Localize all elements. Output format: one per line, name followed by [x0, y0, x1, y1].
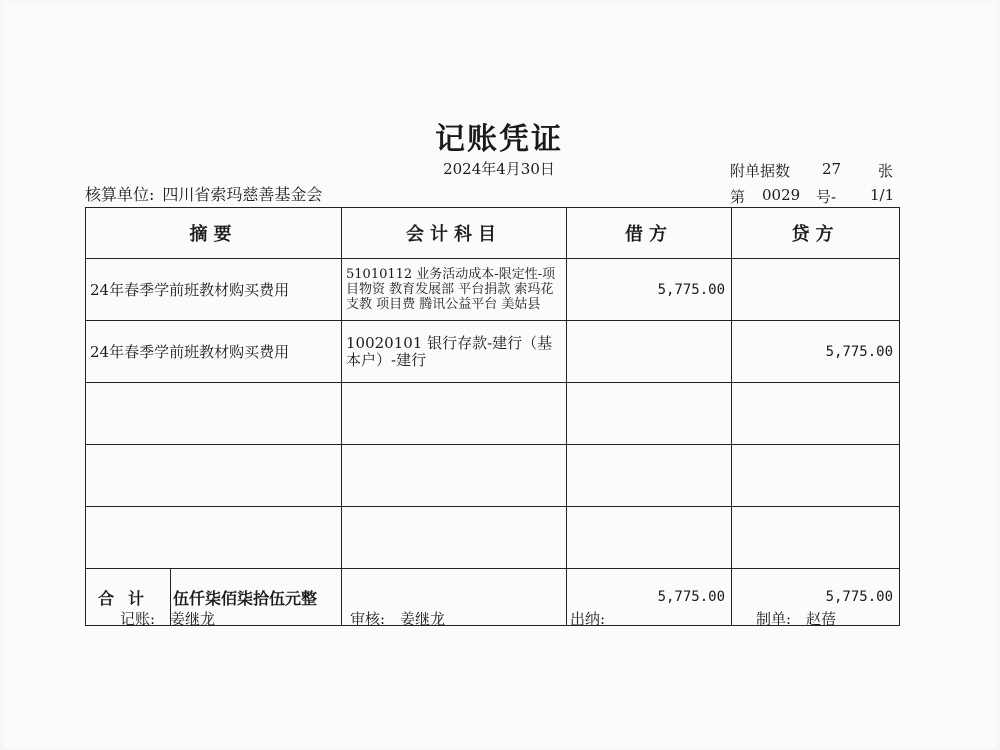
total-debit: 5,775.00	[567, 569, 732, 626]
row-summary	[86, 507, 342, 569]
row-debit	[567, 383, 732, 445]
row-account: 51010112 业务活动成本-限定性-项目物资 教育发展部 平台捐款 索玛花支教 项目费 腾讯公益平台 美姑县	[342, 259, 567, 321]
row-credit	[732, 383, 900, 445]
header-debit: 借方	[567, 208, 732, 259]
voucher-title: 记账凭证	[435, 122, 563, 157]
total-amount-words: 伍仟柒佰柒拾伍元整	[173, 588, 318, 608]
table-row	[86, 507, 900, 569]
table-row	[86, 259, 900, 321]
header-summary: 摘要	[86, 208, 342, 259]
row-account	[342, 383, 567, 445]
table-row	[86, 321, 900, 383]
row-account	[342, 445, 567, 507]
footer-preparer: 制单: 赵蓓	[756, 610, 837, 628]
voucher-table	[85, 207, 900, 626]
voucher-number: 0029	[762, 186, 801, 204]
row-summary: 24年春季学前班教材购买费用	[86, 321, 342, 383]
table-row	[86, 383, 900, 445]
row-credit: 5,775.00	[732, 321, 900, 383]
row-debit	[567, 445, 732, 507]
row-account	[342, 507, 567, 569]
accounting-unit	[85, 182, 330, 205]
total-label: 合计	[86, 569, 171, 625]
attachments-unit: 张	[878, 162, 894, 180]
footer-bookkeeper: 记账: 姜继龙	[120, 610, 216, 628]
voucher-sheet	[4, 2, 996, 748]
row-credit	[732, 507, 900, 569]
row-debit: 5,775.00	[567, 259, 732, 321]
row-account: 10020101 银行存款-建行（基本户）-建行	[342, 321, 567, 383]
total-credit: 5,775.00	[732, 569, 900, 626]
accounting-unit-name: 四川省索玛慈善基金会	[162, 185, 323, 204]
voucher-date: 2024年4月30日	[443, 160, 555, 178]
footer-cashier: 出纳:	[570, 610, 606, 628]
voucher-number-prefix: 第	[730, 188, 746, 206]
table-row	[86, 445, 900, 507]
row-credit	[732, 445, 900, 507]
row-summary	[86, 445, 342, 507]
attachments-label: 附单据数	[730, 162, 791, 180]
table-header-row	[86, 208, 900, 259]
row-summary	[86, 383, 342, 445]
voucher-page: 1/1	[870, 186, 895, 204]
header-credit: 贷方	[732, 208, 900, 259]
accounting-unit-label: 核算单位:	[85, 185, 155, 204]
footer-reviewer: 审核: 姜继龙	[350, 610, 446, 628]
header-account: 会计科目	[342, 208, 567, 259]
attachments-count: 27	[822, 160, 842, 178]
row-summary: 24年春季学前班教材购买费用	[86, 259, 342, 321]
row-credit	[732, 259, 900, 321]
row-debit	[567, 507, 732, 569]
row-debit	[567, 321, 732, 383]
voucher-number-suffix: 号-	[816, 188, 837, 206]
